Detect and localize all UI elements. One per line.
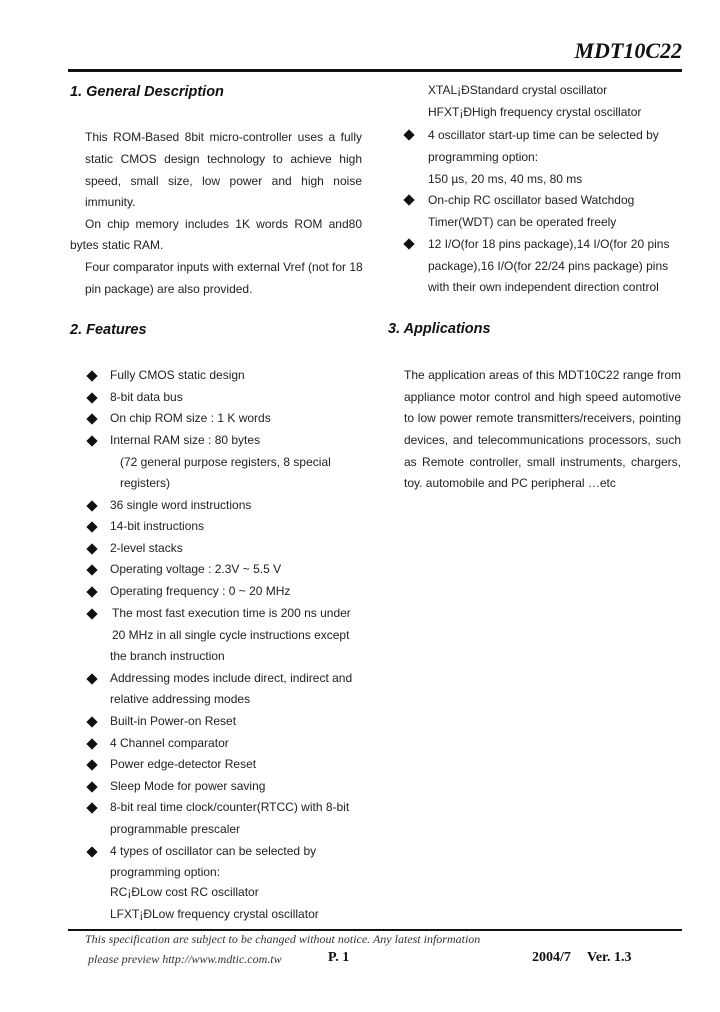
applications-line: to low power remote transmitters/receivers, pointing (404, 411, 681, 425)
feature-item: Power edge-detector Reset (110, 757, 257, 771)
feature-item-continued: relative addressing modes (110, 692, 251, 706)
diamond-bullet-icon (86, 370, 97, 381)
feature-item-continued: XTAL¡ÐStandard crystal oscillator (428, 83, 608, 97)
feature-item-continued: package),16 I/O(for 22/24 pins package) pins (428, 259, 669, 273)
feature-item: 2-level stacks (110, 541, 183, 555)
general-line: speed, small size, low power and high noise (85, 174, 362, 188)
diamond-bullet-icon (86, 543, 97, 554)
diamond-bullet-icon (86, 781, 97, 792)
feature-item: The most fast execution time is 200 ns under (112, 606, 351, 620)
feature-item-continued: with their own independent direction control (428, 280, 659, 294)
diamond-bullet-icon (86, 802, 97, 813)
diamond-bullet-icon (86, 608, 97, 619)
general-line: immunity. (85, 195, 136, 209)
feature-item: 36 single word instructions (110, 498, 252, 512)
feature-item: 14-bit instructions (110, 519, 205, 533)
footer-divider (68, 929, 682, 931)
feature-item: On-chip RC oscillator based Watchdog (428, 193, 635, 207)
general-line: static CMOS design technology to achieve high (85, 152, 362, 166)
diamond-bullet-icon (86, 392, 97, 403)
applications-line: devices, and telecommunications processors, such (404, 433, 681, 447)
footer-date: 2004/7 (532, 950, 571, 965)
feature-item: 4 types of oscillator can be selected by (110, 844, 317, 858)
feature-item-continued: programming option: (428, 150, 539, 164)
feature-item: 8-bit data bus (110, 390, 183, 404)
diamond-bullet-icon (86, 521, 97, 532)
diamond-bullet-icon (86, 500, 97, 511)
diamond-bullet-icon (86, 673, 97, 684)
features-heading: 2. Features (70, 322, 147, 338)
diamond-bullet-icon (86, 716, 97, 727)
feature-item: On chip ROM size : 1 K words (110, 411, 271, 425)
feature-item: 8-bit real time clock/counter(RTCC) with 8-bit (110, 800, 350, 814)
general-description-heading: 1. General Description (70, 84, 224, 100)
feature-item: 4 Channel comparator (110, 736, 229, 750)
feature-item: Addressing modes include direct, indirect and (110, 671, 353, 685)
footer-notice: This specification are subject to be changed without notice. Any latest information (85, 932, 481, 946)
diamond-bullet-icon (86, 413, 97, 424)
feature-item: Operating frequency : 0 ~ 20 MHz (110, 584, 291, 598)
applications-line: as Remote controller, small instruments, chargers, (404, 455, 681, 469)
feature-item-continued: programmable prescaler (110, 822, 241, 836)
feature-item-continued: Timer(WDT) can be operated freely (428, 215, 617, 229)
general-line: This ROM-Based 8bit micro-controller uses a fully (85, 130, 362, 144)
applications-line: appliance motor control and high speed automotive (404, 390, 681, 404)
page-number: P. 1 (328, 950, 350, 965)
feature-item-continued: 20 MHz in all single cycle instructions except (112, 628, 350, 642)
diamond-bullet-icon (403, 194, 414, 205)
applications-line: The application areas of this MDT10C22 range from (404, 368, 681, 382)
diamond-bullet-icon (86, 586, 97, 597)
diamond-bullet-icon (86, 759, 97, 770)
footer-website-note: please preview http://www.mdtic.com.tw (88, 952, 282, 966)
document-title: MDT10C22 (574, 38, 682, 63)
diamond-bullet-icon (403, 238, 414, 249)
feature-item: Built-in Power-on Reset (110, 714, 237, 728)
feature-item: 4 oscillator start-up time can be selected by (428, 128, 659, 142)
general-line: On chip memory includes 1K words ROM and80 (85, 217, 362, 231)
feature-item-continued: registers) (120, 476, 171, 490)
footer-version: Ver. 1.3 (587, 950, 632, 965)
feature-item: 12 I/O(for 18 pins package),14 I/O(for 20 pins (428, 237, 670, 251)
applications-heading: 3. Applications (388, 321, 491, 337)
general-line: Four comparator inputs with external Vref (not for 18 (85, 260, 363, 274)
feature-item-continued: 150 µs, 20 ms, 40 ms, 80 ms (428, 172, 583, 186)
feature-item-continued: (72 general purpose registers, 8 special (120, 455, 331, 469)
feature-item-continued: LFXT¡ÐLow frequency crystal oscillator (110, 907, 319, 921)
feature-item: Sleep Mode for power saving (110, 779, 266, 793)
diamond-bullet-icon (86, 738, 97, 749)
applications-line: toy. automobile and PC peripheral …etc (404, 476, 616, 490)
diamond-bullet-icon (403, 129, 414, 140)
feature-item-continued: HFXT¡ÐHigh frequency crystal oscillator (428, 105, 642, 119)
general-line: bytes static RAM. (70, 238, 164, 252)
diamond-bullet-icon (86, 846, 97, 857)
feature-item-continued: the branch instruction (110, 649, 225, 663)
feature-item: Internal RAM size : 80 bytes (110, 433, 261, 447)
feature-item: Operating voltage : 2.3V ~ 5.5 V (110, 562, 282, 576)
feature-item-continued: RC¡ÐLow cost RC oscillator (110, 885, 259, 899)
diamond-bullet-icon (86, 435, 97, 446)
diamond-bullet-icon (86, 564, 97, 575)
header-divider (68, 69, 682, 72)
feature-item: Fully CMOS static design (110, 368, 245, 382)
general-line: pin package) are also provided. (85, 282, 253, 296)
feature-item-continued: programming option: (110, 865, 221, 879)
